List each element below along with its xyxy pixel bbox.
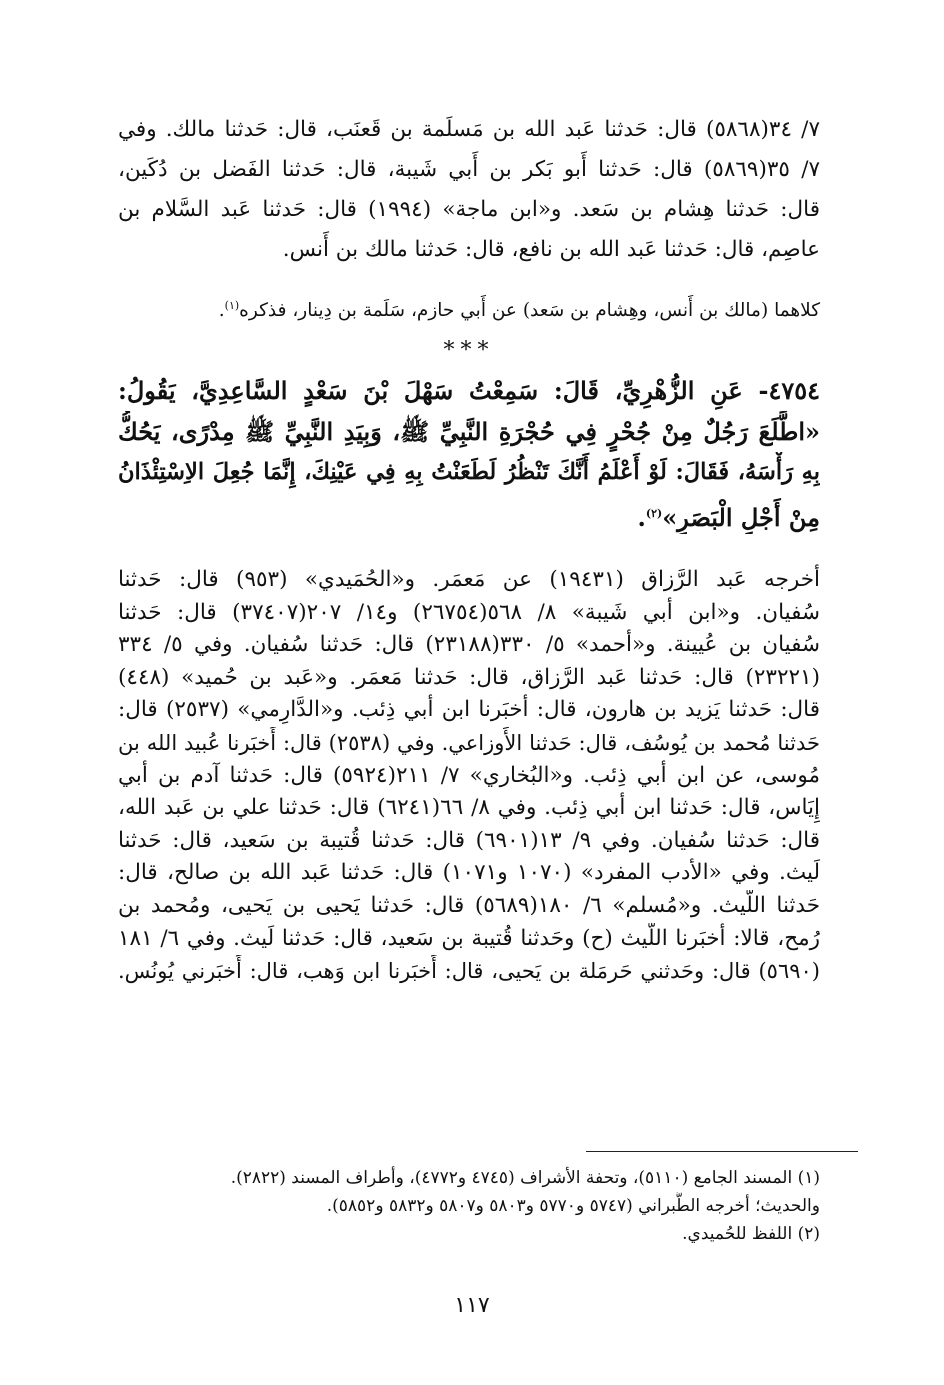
footnote-ref: (٢) xyxy=(645,507,663,520)
page-number: ١١٧ xyxy=(454,1293,490,1318)
footnotes xyxy=(118,1164,820,1248)
takhrij-line: لَيث. وفي «الأدب المفرد» (١٠٧٠ و١٠٧١) قال: حَدثنا عَبد الله بن صالح، قال: xyxy=(118,860,820,886)
hadith-line: مِنْ أَجْلِ الْبَصَرِ»$^{(٢)}$. xyxy=(637,503,820,532)
text-line: ٧/ ٣٥(٥٨٦٩) قال: حَدثنا أَبو بَكر بن أَبي شَيبة، قال: حَدثنا الفَضل بن دُكَين، xyxy=(118,157,820,182)
takhrij-line: مُوسى، عن ابن أَبي ذِئب. و«البُخاري» ٧/ ٢١١(٥٩٢٤) قال: حَدثنا آدم بن أَبي xyxy=(118,762,820,788)
footnote-line: (٢) اللفظ للحُميدي. xyxy=(682,1224,820,1244)
footnote-divider xyxy=(586,1151,858,1152)
both-note: كلاهما (مالك بن أَنس، وهِشام بن سَعد) عن أَبي حازم، سَلَمة بن دِينار، فذكره$^{(١)}$. xyxy=(218,299,820,322)
chain-paragraph xyxy=(118,110,820,270)
hadith-line: «اطَّلَعَ رَجُلٌ مِنْ جُحْرٍ فِي حُجْرَةِ النَّبِيِّ ﷺ، وَبِيَدِ النَّبِيِّ ﷺ مِدْرًى، يَحُكُّ xyxy=(118,417,820,446)
footnote-line: (١) المسند الجامع (٥١١٠)، وتحفة الأشراف (٤٧٤٥ و٤٧٧٢)، وأطراف المسند (٢٨٢٢). xyxy=(230,1168,820,1188)
footnote-ref: (١) xyxy=(224,299,240,312)
takhrij-line: (٢٣٢٢١) قال: حَدثنا عَبد الرَّزاق، قال: حَدثنا مَعمَر. و«عَبد بن حُميد» (٤٤٨) xyxy=(118,664,820,690)
hadith-last-text: مِنْ أَجْلِ الْبَصَرِ» xyxy=(662,503,820,532)
takhrij-line: حَدثنا مُحمد بن يُوسُف، قال: حَدثنا الأَوزاعي. وفي (٢٥٣٨) قال: أَخبَرنا عُبيد الله بن xyxy=(118,730,820,755)
text-line: ٧/ ٣٤(٥٨٦٨) قال: حَدثنا عَبد الله بن مَسلَمة بن قَعنَب، قال: حَدثنا مالك. وفي xyxy=(118,117,820,142)
takhrij-line: (٥٦٩٠) قال: وحَدثني حَرمَلة بن يَحيى، قال: أَخبَرنا ابن وَهب، قال: أَخبَرني يُونُس. xyxy=(118,959,820,984)
takhrij-line: سُفيان. و«ابن أَبي شَيبة» ٨/ ٥٦٨(٢٦٧٥٤) و١٤/ ٢٠٧(٣٧٤٠٧) قال: حَدثنا xyxy=(118,599,820,625)
takhrij-line: سُفيان بن عُيينة. و«أَحمد» ٥/ ٣٣٠(٢٣١٨٨) قال: حَدثنا سُفيان. وفي ٥/ ٣٣٤ xyxy=(118,632,820,658)
both-note-text: كلاهما (مالك بن أَنس، وهِشام بن سَعد) عن أَبي حازم، سَلَمة بن دِينار، فذكره xyxy=(239,300,820,322)
hadith-line: بِهِ رَأْسَهُ، فَقَالَ: لَوْ أَعْلَمُ أَنَّكَ تَنْظُرُ لَطَعَنْتُ بِهِ فِي عَيْنِكَ، إِنَّمَا جُعِلَ الاِسْتِئْذَانُ xyxy=(118,459,820,485)
takhrij-line: إِيَاس، قال: حَدثنا ابن أَبي ذِئب. وفي ٨/ ٦٦(٦٢٤١) قال: حَدثنا علي بن عَبد الله، xyxy=(118,795,820,821)
hadith-text xyxy=(118,370,820,534)
takhrij-line: أَخرجه عَبد الرَّزاق (١٩٤٣١) عن مَعمَر. و«الحُمَيدي» (٩٥٣) قال: حَدثنا xyxy=(118,567,820,592)
text-line: قال: حَدثنا هِشام بن سَعد. و«ابن ماجة» (١٩٩٤) قال: حَدثنا عَبد السَّلام بن xyxy=(118,197,820,222)
takhrij-line: رُمح، قالا: أَخبَرنا اللَّيث (ح) وحَدثنا قُتيبة بن سَعيد، قال: حَدثنا لَيث. وفي ٦/ ١٨١ xyxy=(118,925,820,951)
footnote-line: والحديث؛ أخرجه الطَّبراني (٥٧٤٧ و٥٧٧٠ و٥٨٠٣ و٥٨٠٧ و٥٨٣٢ و٥٨٥٢). xyxy=(326,1196,820,1216)
takhrij-paragraph xyxy=(118,564,820,988)
text-line: عاصِم، قال: حَدثنا عَبد الله بن نافع، قال: حَدثنا مالك بن أَنس. xyxy=(282,237,820,262)
section-separator: *** xyxy=(443,338,495,363)
takhrij-line: قال: حَدثنا يَزيد بن هارون، قال: أَخبَرنا ابن أَبي ذِئب. و«الدَّارِمي» (٢٥٣٧) قال: xyxy=(118,697,820,723)
takhrij-line: قال: حَدثنا سُفيان. وفي ٩/ ١٣(٦٩٠١) قال: حَدثنا قُتيبة بن سَعيد، قال: حَدثنا xyxy=(118,827,820,853)
takhrij-line: حَدثنا اللَّيث. و«مُسلم» ٦/ ١٨٠(٥٦٨٩) قال: حَدثنا يَحيى بن يَحيى، ومُحمد بن xyxy=(118,892,820,918)
hadith-line: ٤٧٥٤- عَنِ الزُّهْرِيِّ، قَالَ: سَمِعْتُ سَهْلَ بْنَ سَعْدٍ السَّاعِدِيَّ، يَقُولُ: xyxy=(118,376,820,405)
